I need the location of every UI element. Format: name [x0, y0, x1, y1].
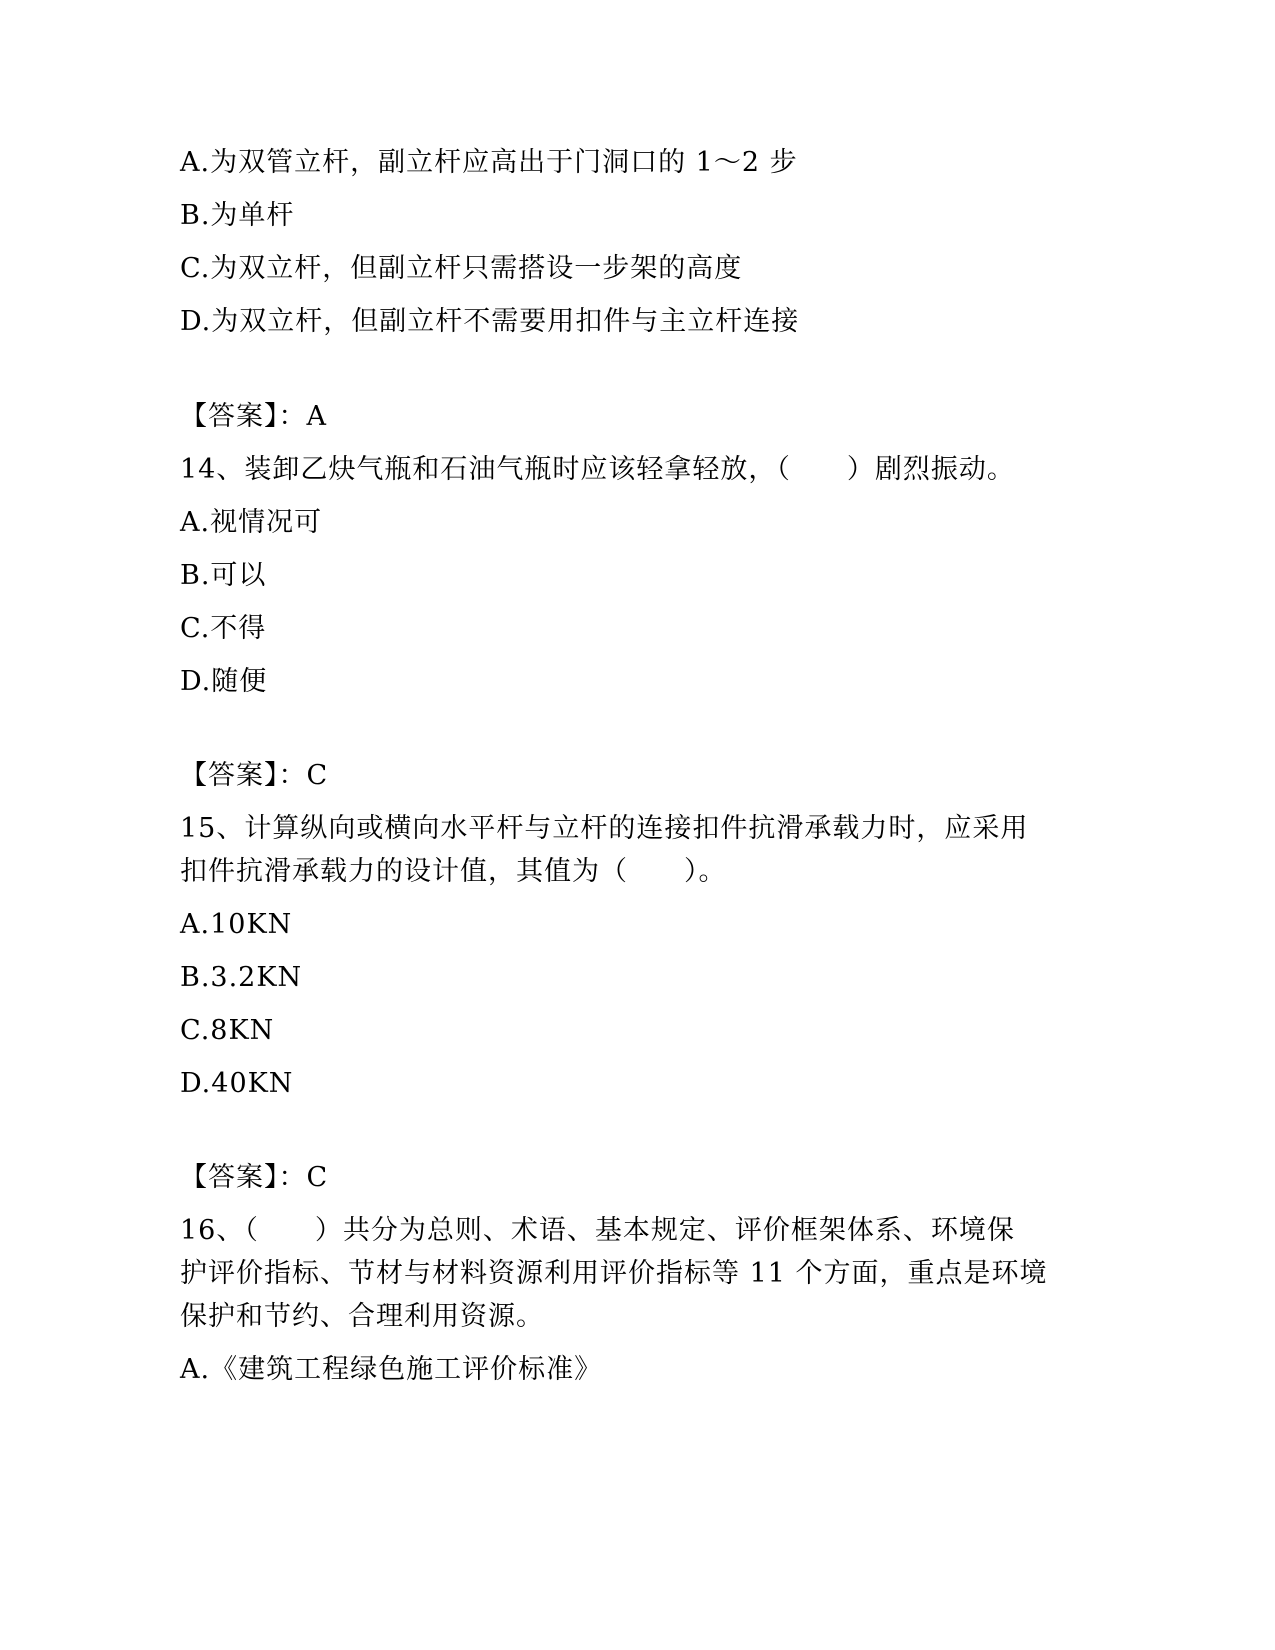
q13-option-b: B.为单杆 [180, 200, 295, 231]
q16-question-line-2: 护评价指标、节材与材料资源利用评价指标等 11 个方面，重点是环境 [180, 1258, 1048, 1289]
q14-option-c: C.不得 [180, 613, 267, 644]
q13-option-a: A.为双管立杆，副立杆应高出于门洞口的 1～2 步 [180, 147, 798, 178]
q15-question-line-1: 15、计算纵向或横向水平杆与立杆的连接扣件抗滑承载力时，应采用 [180, 813, 1029, 844]
q14-answer: 【答案】：C [180, 760, 329, 791]
q16-question-line-1: 16、（ ）共分为总则、术语、基本规定、评价框架体系、环境保 [180, 1215, 1015, 1246]
q14-option-d: D.随便 [180, 666, 268, 697]
q15-option-d: D.40KN [180, 1068, 294, 1099]
q15-question-line-2: 扣件抗滑承载力的设计值，其值为（ ）。 [180, 856, 727, 887]
q13-option-d: D.为双立杆，但副立杆不需要用扣件与主立杆连接 [180, 306, 800, 337]
q13-answer: 【答案】：A [180, 401, 327, 432]
q16-question-line-3: 保护和节约、合理利用资源。 [180, 1301, 544, 1332]
q14-option-a: A.视情况可 [180, 507, 323, 538]
q15-option-a: A.10KN [180, 909, 293, 940]
q15-option-c: C.8KN [180, 1015, 275, 1046]
q14-question: 14、装卸乙炔气瓶和石油气瓶时应该轻拿轻放，（ ）剧烈振动。 [180, 454, 1015, 485]
q15-option-b: B.3.2KN [180, 962, 303, 993]
q13-option-c: C.为双立杆，但副立杆只需搭设一步架的高度 [180, 253, 743, 284]
q15-answer: 【答案】：C [180, 1162, 329, 1193]
q16-option-a: A.《建筑工程绿色施工评价标准》 [180, 1354, 603, 1385]
q14-option-b: B.可以 [180, 560, 267, 591]
